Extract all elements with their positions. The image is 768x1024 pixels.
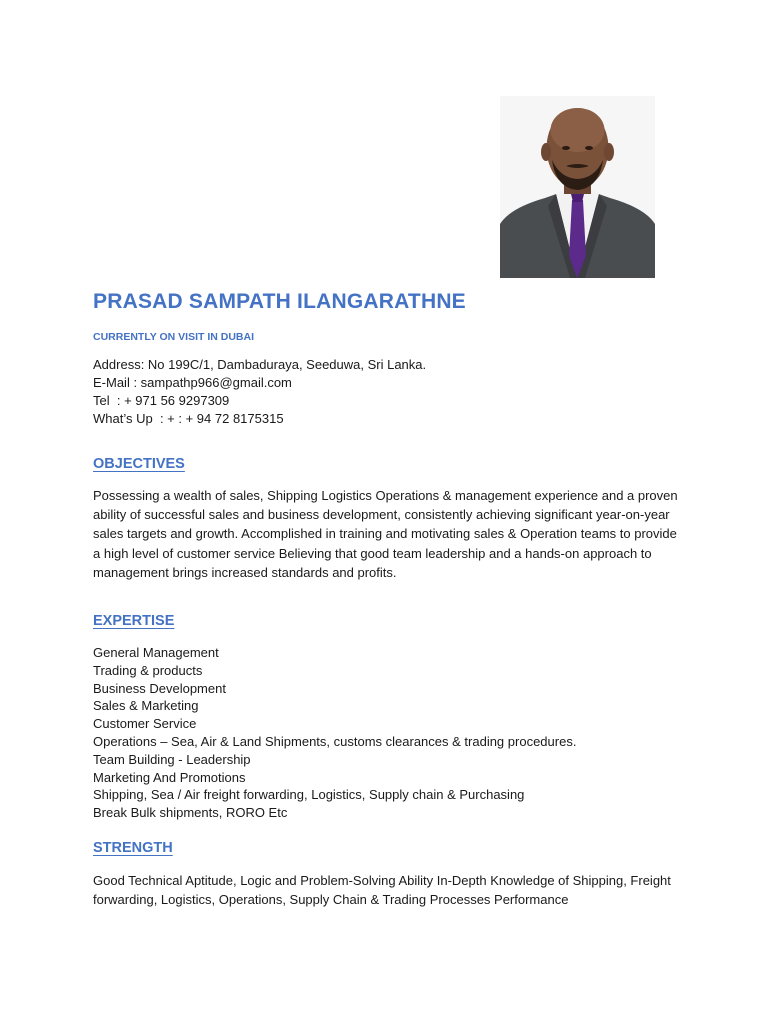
list-item: General Management bbox=[93, 645, 219, 660]
expertise-list bbox=[93, 644, 576, 822]
profile-photo bbox=[500, 96, 655, 278]
contact-block bbox=[93, 356, 426, 428]
strength-text: Good Technical Aptitude, Logic and Problem-Solving Ability In-Depth Knowledge of Shipping, Freight forwarding, Logistics, Operations, Supply Chain & Trading Processes Performance bbox=[93, 873, 671, 908]
list-item: Operations – Sea, Air & Land Shipments, customs clearances & trading procedures. bbox=[93, 733, 577, 749]
status-subtitle: CURRENTLY ON VISIT IN DUBAI bbox=[93, 331, 255, 343]
contact-address: Address: No 199C/1, Dambaduraya, Seeduwa, Sri Lanka. bbox=[93, 357, 427, 372]
list-item: Shipping, Sea / Air freight forwarding, Logistics, Supply chain & Purchasing bbox=[93, 787, 525, 803]
list-item: Business Development bbox=[93, 680, 226, 696]
list-item: Sales & Marketing bbox=[93, 698, 199, 714]
contact-whatsapp: What’s Up : + : + 94 72 8175315 bbox=[93, 411, 284, 426]
list-item: Marketing And Promotions bbox=[93, 769, 246, 785]
expertise-heading: EXPERTISE bbox=[93, 613, 175, 629]
list-item: Customer Service bbox=[93, 716, 197, 732]
objectives-text: Possessing a wealth of sales, Shipping Logistics Operations & management experience and a proven ability of successful sales and business development, consistently achieving significant year-on-year sales targets and growth. Accomplished in training and motivating sales & Operation teams to provide a high level of customer service Believing that good team leadership and a hands-on approach to management brings increased standards and profits. bbox=[93, 488, 678, 580]
contact-email: E-Mail : sampathp966@gmail.com bbox=[93, 375, 292, 390]
list-item: Trading & products bbox=[93, 662, 203, 678]
strength-heading: STRENGTH bbox=[93, 840, 173, 856]
objectives-heading: OBJECTIVES bbox=[93, 456, 185, 472]
contact-phone: Tel : + 971 56 9297309 bbox=[93, 393, 230, 408]
list-item: Break Bulk shipments, RORO Etc bbox=[93, 805, 288, 821]
list-item: Team Building - Leadership bbox=[93, 751, 251, 767]
candidate-name: PRASAD SAMPATH ILANGARATHNE bbox=[93, 290, 466, 313]
